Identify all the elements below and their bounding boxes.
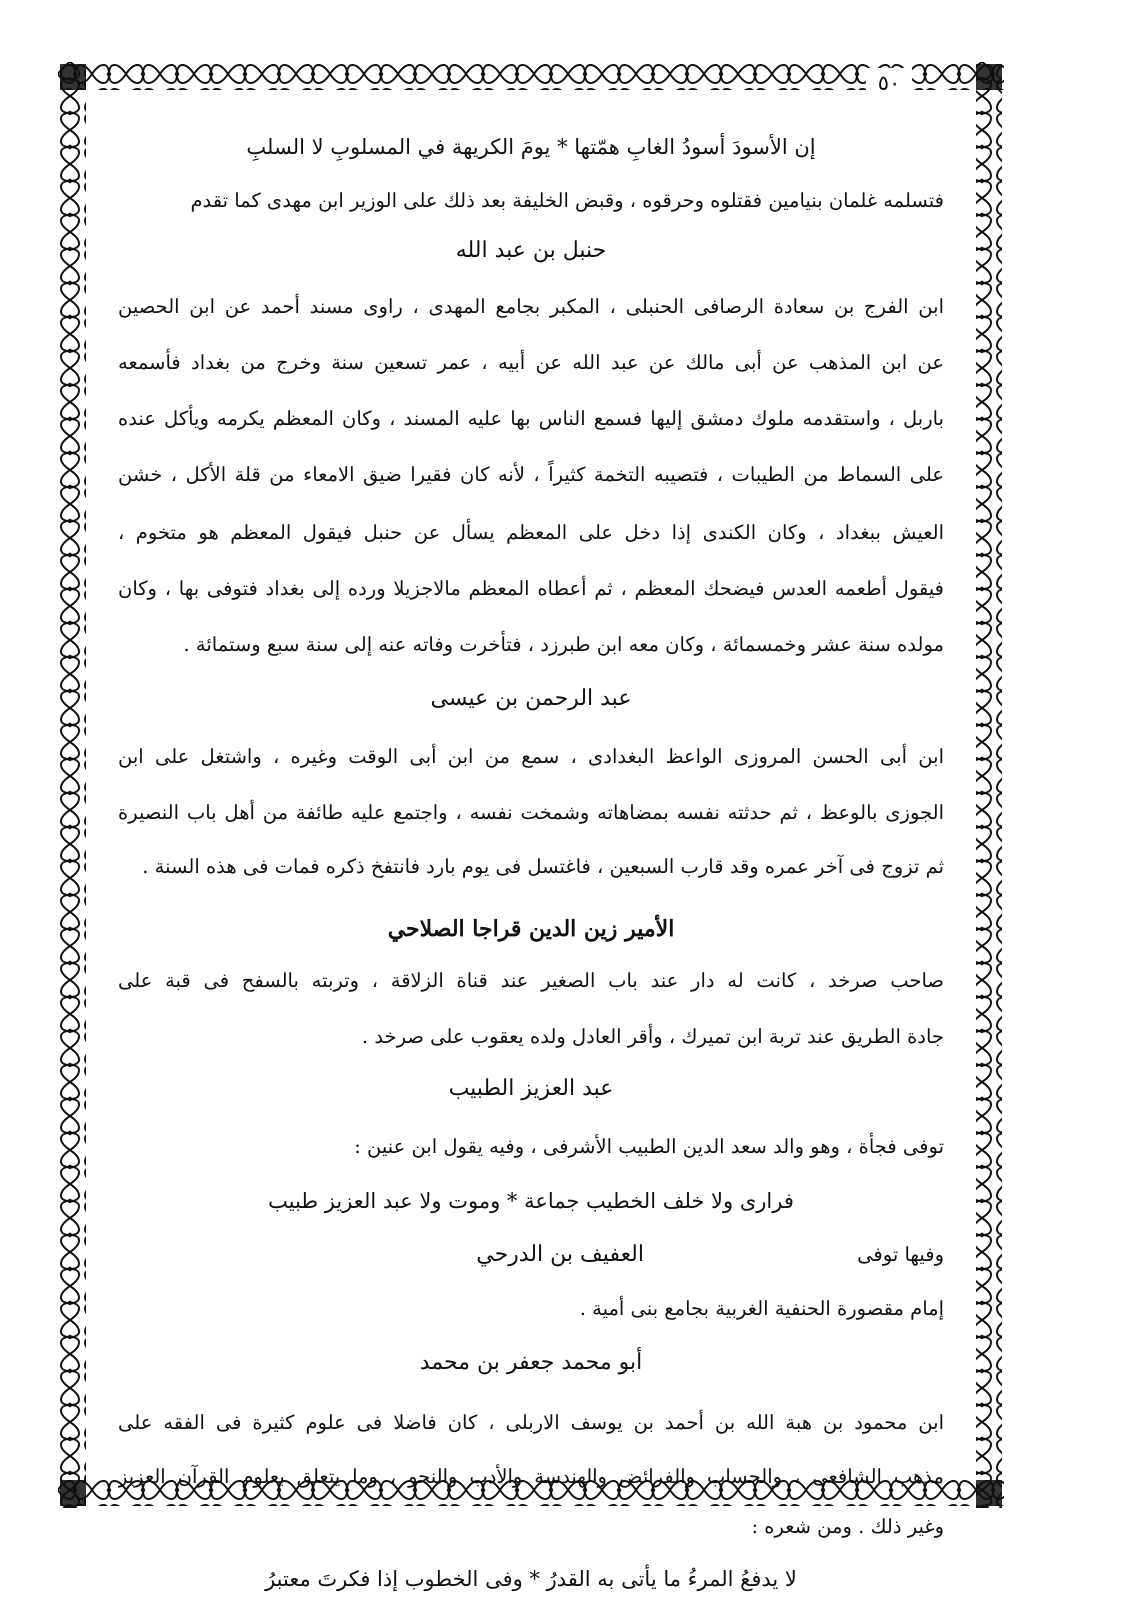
page-body (118, 128, 944, 1591)
section-heading: عبد الرحمن بن عيسى (430, 686, 632, 711)
paragraph-line: الجوزى بالوعظ ، ثم حدثته نفسه بمضاهاته وشمخت نفسه ، واجتمع عليه طائفة من أهل باب النصيرة (118, 801, 944, 824)
paragraph-line: مولده سنة عشر وخمسمائة ، وكان معه ابن طبرزد ، فتأخرت وفاته عنه إلى سنة سبع وستمائة . (183, 633, 944, 656)
section-heading: أبو محمد جعفر بن محمد (419, 1350, 643, 1375)
paragraph-line: صاحب صرخد ، كانت له دار عند باب الصغير عند قناة الزلاقة ، وتربته بالسفح فى قبة على (118, 969, 944, 992)
paragraph-line: عن ابن المذهب عن أبى مالك عن عبد الله عن أبيه ، عمر تسعين سنة وخرج من بغداد فأسمعه (118, 351, 944, 374)
verse-line: إن الأسودَ أسودُ الغابِ همّتها * يومَ الكريهة في المسلوبِ لا السلبِ (246, 135, 816, 159)
paragraph-line: ابن محمود بن هبة الله بن أحمد بن يوسف الاربلى ، كان فاضلا فى علوم كثيرة فى الفقه على (118, 1411, 944, 1434)
paragraph-line: ابن الفرج بن سعادة الرصافى الحنبلى ، المكبر بجامع المهدى ، راوى مسند أحمد عن ابن الحصين (118, 295, 944, 318)
section-heading: عبد العزيز الطبيب (448, 1076, 614, 1101)
paragraph-line: العيش ببغداد ، وكان الكندى إذا دخل على المعظم يسأل عن حنبل فيقول المعظم هو متخوم ، (118, 521, 944, 544)
split-line-heading: العفيف بن الدرحي (476, 1242, 644, 1267)
paragraph-line: باربل ، واستقدمه ملوك دمشق إليها فسمع الناس بها عليه المسند ، وكان المعظم يكرمه ويأكل عنده (118, 407, 944, 430)
paragraph-line: توفى فجأة ، وهو والد سعد الدين الطبيب الأشرفى ، وفيه يقول ابن عنين : (354, 1135, 944, 1158)
paragraph-line: إمام مقصورة الحنفية الغربية بجامع بنى أمية . (579, 1297, 944, 1320)
split-line (118, 1236, 944, 1274)
split-line-lead: وفيها توفى (857, 1243, 944, 1266)
paragraph-line: مذهب الشافعى ، والحساب والفرائض والهندسة والأدب والنحو ، وما يتعلق بعلوم القرآن العزيز (118, 1465, 944, 1488)
paragraph-line: فيقول أطعمه العدس فيضحك المعظم ، ثم أعطاه المعظم مالاجزيلا ورده إلى بغداد فتوفى بها ، وكان (118, 577, 944, 600)
paragraph-line: وغير ذلك . ومن شعره : (751, 1515, 944, 1538)
paragraph-line: ابن أبى الحسن المروزى الواعظ البغدادى ، سمع من ابن أبى الوقت وغيره ، واشتغل على ابن (118, 745, 944, 768)
section-heading: الأمير زين الدين قراجا الصلاحي (387, 916, 675, 942)
paragraph-line: فتسلمه غلمان بنيامين فقتلوه وحرقوه ، وقبض الخليفة بعد ذلك على الوزير ابن مهدى كما تقدم (190, 189, 944, 212)
page-number: ٥٠ (866, 68, 912, 98)
verse-line: فرارى ولا خلف الخطيب جماعة * وموت ولا عبد العزيز طبيب (268, 1189, 794, 1213)
paragraph-line: على السماط من الطيبات ، فتصيبه التخمة كثيراً ، لأنه كان فقيرا ضيق الامعاء من قلة الأكل ، خشن (118, 463, 944, 486)
paragraph-line: ثم تزوج فى آخر عمره وقد قارب السبعين ، فاغتسل فى يوم بارد فانتفخ ذكره فمات فى هذه السنة . (142, 855, 944, 878)
paragraph-line: جادة الطريق عند تربة ابن تميرك ، وأقر العادل ولده يعقوب على صرخد . (361, 1025, 944, 1048)
verse-line: لا يدفعُ المرءُ ما يأتى به القدرُ * وفى الخطوب إذا فكرتَ معتبرُ (265, 1567, 797, 1591)
section-heading: حنبل بن عبد الله (455, 238, 607, 263)
